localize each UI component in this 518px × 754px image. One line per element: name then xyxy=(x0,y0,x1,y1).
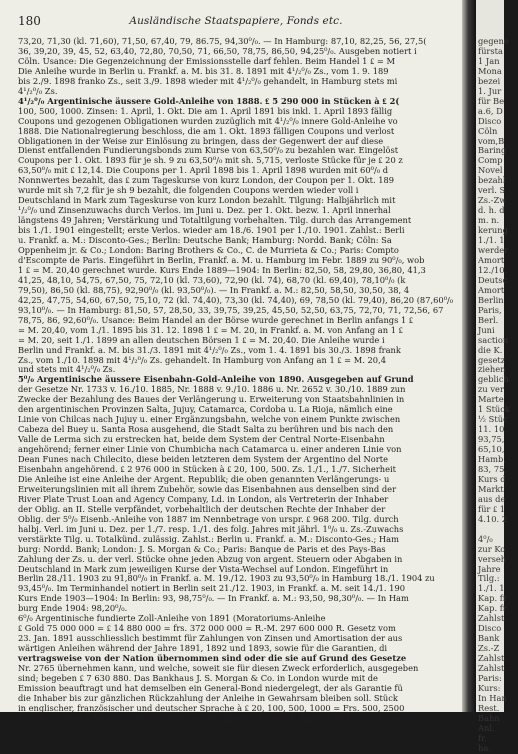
right-text-fragment: Paris, xyxy=(478,304,502,315)
text-line: u. Frankf. a. M.: Disconto-Ges.; Berlin: Deutsche Bank; Hamburg: Nordd. Bank; Cöln: Sa xyxy=(18,235,392,246)
right-text-fragment: Amort xyxy=(478,284,505,295)
text-line: wärtigen Anleihen während der Jahre 1891, 1892 und 1893, sowie für die Garantien, di xyxy=(18,643,388,654)
right-text-fragment: Zahlst. xyxy=(478,653,507,664)
right-text-fragment: Berl. xyxy=(478,314,499,325)
right-text-fragment: aus de xyxy=(478,493,506,504)
text-line: die Inhaber bis zur gänzlichen Rückzahlung der Anleihe in Gewahrsam bleiben soll. Stück xyxy=(18,692,398,703)
right-text-fragment: 4⁰/₀ xyxy=(478,533,493,544)
right-text-fragment: Novel xyxy=(478,165,503,176)
right-text-fragment: Zahlst. xyxy=(478,613,507,624)
right-text-fragment: Jahre xyxy=(478,563,501,574)
text-line: Eisenbahn angehörend. ₤ 2 976 000 in Stücken à ₤ 20, 100, 500. Zs. 1./1., 1./7. Sicherheit xyxy=(18,463,397,474)
text-line: Oblig. der 5⁰/₀ Eisenb.-Anleihe von 1887 im Nennbetrage von urspr. ₤ 968 200. Tilg. durch xyxy=(18,513,399,524)
right-text-fragment: bezei xyxy=(478,75,501,86)
text-line: 6⁰/₀ Argentinische fundierte Zoll-Anleihe von 1891 (Moratoriums-Anleihe xyxy=(18,613,326,624)
text-line: verstärkte Tilg. u. Totalkünd. zulässig. Zahlst.: Berlin u. Frankf. a. M.: Disconto-Ges.; Ham xyxy=(18,533,399,544)
text-line: Berlin 28./11. 1903 zu 91,80⁰/₀ in Frankf. a. M. 19./12. 1903 zu 93,50⁰/₀ in Hamburg 18./1. 1904 zu xyxy=(18,573,435,584)
text-line: 78,75, 86, 92,60⁰/₀. Usance: Beim Handel an der Börse wurde gerechnet in Berlin anfangs 1 ₤ xyxy=(18,314,414,325)
right-text-fragment: Deutsc xyxy=(478,274,508,285)
text-line: 93,10⁰/₀. — In Hamburg: 81,50, 57, 28,50, 33, 39,75, 39,25, 45,50, 52,50, 63,75, 72,70, 71, 72,56, 67 xyxy=(18,304,444,315)
text-line: 63,50⁰/₀ mit ₤ 12,14. Die Coupons per 1. April 1898 bis 1. April 1898 wurden mit 60⁰/₀ d xyxy=(18,165,389,176)
text-line: burg: Nordd. Bank; London: J. S. Morgan & Co.; Paris: Banque de Paris et des Pays-Bas xyxy=(18,543,386,554)
right-text-fragment: Juni xyxy=(478,324,495,335)
right-text-fragment: 1./1. 1 xyxy=(478,235,505,246)
right-text-fragment: Paris: xyxy=(478,673,502,683)
right-text-fragment: Mona xyxy=(478,65,502,76)
page-number: 180 xyxy=(18,14,41,28)
text-line: Cabeza del Buey u. Santa Rosa ausgehend, die Stadt Salta zu berühren und bis nach den xyxy=(18,424,394,435)
right-text-fragment: Kap. fr xyxy=(478,603,507,614)
text-line: Zahlung der Zs. u. der verl. Stücke ohne jeden Abzug von argent. Steuern oder Abgaben in xyxy=(18,553,403,564)
text-line: der Gesetze Nr. 1733 v. 16./10. 1885, Nr. 1888 v. 9./10. 1886 u. Nr. 2652 v. 30./10. 1889 zun xyxy=(18,384,406,395)
right-text-fragment: Rest. xyxy=(478,702,500,713)
text-line: 73,20, 71,30 (kl. 71,60), 71,50, 67,40, 79, 86.75, 94,30⁰/₀. — In Hamburg: 87,10, 82,25, 56, 27,5( xyxy=(18,36,427,46)
text-line: Coupons per 1. Okt. 1893 für je sh. 9 zu 63,50⁰/₀ mit sh. 5,715, verloste Stücke für je ₤ 20 z xyxy=(18,155,403,166)
text-line: Emission beauftragt und hat demselben ein General-Bond niedergelegt, der als Garantie fü xyxy=(18,682,403,693)
right-text-fragment: gesetz xyxy=(478,354,506,365)
text-line: sind; begeben ₤ 7 630 880. Das Bankhaus J. S. Morgan & Co. in London wurde mit de xyxy=(18,673,378,683)
right-text-fragment: Disco xyxy=(478,115,502,126)
right-text-fragment: Tilg.: xyxy=(478,573,500,584)
text-line: ₤ Gold 75 000 000 = ₤ 14 880 000 = frs. 372 000 000 = R.-M. 297 600 000 R. Gesetz vom xyxy=(18,623,396,634)
right-text-fragment: die K. xyxy=(478,344,503,355)
right-text-fragment: 93,75, xyxy=(478,434,505,445)
right-text-fragment: 1 Stück xyxy=(478,404,510,415)
body-text xyxy=(18,37,488,724)
text-line: Zwecke der Bezahlung des Baues der Verlängerung u. Erweiterung von Staatsbahnlinien in xyxy=(18,394,405,405)
right-text-fragment: Bank xyxy=(478,633,500,644)
text-line: Valle de Lerma sich zu erstrecken hat, beide dem System der Central Norte-Eisenbahn xyxy=(18,434,385,445)
text-line: 79,50), 86,50 (kl. 88,75), 92,90⁰/₀ (kl. 93,50⁰/₀). — In Frankf. a. M.: 82,50, 58,50, 30,50, 38, 4 xyxy=(18,284,410,295)
right-text-fragment: Disco xyxy=(478,623,502,634)
text-line: bis 1./1. 1901 eingestellt; erste Verlos. wieder am 18./6. 1901 per 1./10. 1901. Zahlst.: Berli xyxy=(18,225,405,236)
right-text-fragment: 1./1. 1 xyxy=(478,583,505,594)
right-text-fragment: vom,B xyxy=(478,135,505,146)
right-text-fragment: verseh xyxy=(478,553,507,564)
text-line: Cöln. Usance: Die Gegenzeichnung der Emissionsstelle darf fehlen. Beim Handel 1 ₤ = M xyxy=(18,55,395,66)
right-text-fragment: fr. xyxy=(478,732,487,743)
text-line: 36, 39,20, 39, 45, 52, 63,40, 72,80, 70,50, 71, 66,50, 78,75, 86,50, 94,25⁰/₀. Ausgeben notiert i xyxy=(18,45,417,56)
text-line: 23. Jan. 1891 ausschliesslich bestimmt für Zahlungen von Zinsen und Amortisation der aus xyxy=(18,633,403,644)
text-line: angehörend; ferner einer Linie von Chumbicha nach Catamarca u. einer anderen Linie von xyxy=(18,444,402,455)
right-text-fragment: ha. xyxy=(478,742,491,753)
right-text-fragment: 1 Jan xyxy=(478,55,500,66)
right-text-fragment: Marte xyxy=(478,394,504,405)
text-line: Dean Funes nach Chilecito, diese beiden letzteren dem System der Argentino del Norte xyxy=(18,454,388,465)
text-line: in englischer, französischer und deutscher Sprache à ₤ 20, 100, 500, 1000 = Frs. 500, 2500 xyxy=(18,702,405,713)
text-line: 4¹/₂⁰/₀ Zs. xyxy=(18,85,58,96)
text-line: Zs., vom 1./10. 1898 mit 4¹/₂⁰/₀ Zs. gehandelt. In Hamburg von Anfang an 1 ₤ = M. 20,4 xyxy=(18,354,387,365)
right-text-fragment: Cöln xyxy=(478,125,498,136)
right-text-fragment: 1. Jur xyxy=(478,85,502,96)
text-line: Die Anleihe wurde in Berlin u. Frankf. a. M. bis 31. 8. 1891 mit 4¹/₂⁰/₀ Zs., vom 1. 9. 189 xyxy=(18,65,389,76)
right-text-fragment: In Han xyxy=(478,692,507,703)
right-text-fragment: verl. S xyxy=(478,185,506,196)
text-line: Deutschland in Mark zum jeweiligen Kurse der Vista-Wechsel auf London. Eingeführt in xyxy=(18,563,389,574)
section-heading-line: 4¹/₂⁰/₀ Argentinische äussere Gold-Anleihe von 1888. ₤ 5 290 000 in Stücken à ₤ 2( xyxy=(18,95,400,106)
text-line: wurde mit sh 7,2 für je sh 9 bezahlt, die folgenden Coupons werden wieder voll i xyxy=(18,185,359,196)
text-line: halbj. Verl. im Juni u. Dez. per 1./7. resp. 1./1. des folg. Jahres mit jährl. 1⁰/₀ u. Zs.-Zuwachs xyxy=(18,523,404,534)
text-line: der Oblig. an II. Stelle verpfändet, vorbehaltlich der deutschen Rechte der Inhaber der xyxy=(18,503,386,514)
text-line: Berlin und Frankf. a. M. bis 31./3. 1891 mit 4¹/₂⁰/₀ Zs., vom 1. 4. 1891 bis 30./3. 1898 frank xyxy=(18,344,401,355)
right-text-fragment: Amort xyxy=(478,254,505,265)
right-text-fragment: fürsta xyxy=(478,45,503,56)
right-text-fragment: kerung xyxy=(478,225,508,236)
right-text-fragment: Berlin xyxy=(478,294,504,305)
right-page-text-fragments xyxy=(478,37,518,754)
text-line: 93,45⁰/₀. Im Terminhandel notiert in Berlin seit 21./12. 1903, in Frankf. a. M. seit 14./1. 190 xyxy=(18,583,405,594)
text-line: Erweiterungslinien mit all ihrem Zubehör, sowie das Eisenbahnen aus denselben sind der xyxy=(18,483,397,494)
text-line: burg Ende 1904: 98,20⁰/₀. xyxy=(18,603,128,614)
text-line: und stets mit 4¹/₂⁰/₀ Zs. xyxy=(18,364,116,375)
right-text-fragment: Kurs d xyxy=(478,473,506,484)
text-line: Oppenheim jr. & Co.; London: Baring Brothers & Co., C. de Murrieta & Co.; Paris: Compto xyxy=(18,245,399,256)
right-text-fragment: bezahl xyxy=(478,175,506,186)
right-text-fragment: ziehen xyxy=(478,364,506,375)
right-text-fragment: Kurs: xyxy=(478,682,501,693)
text-line: Nonnwertes bezahlt, das ₤ zum Tageskurse von kurz London, der Coupon per 1. Okt. 189 xyxy=(18,175,395,186)
section-heading-line: 5⁰/₀ Argentinische äussere Eisenbahn-Gold-Anleihe von 1890. Ausgegeben auf Grund xyxy=(18,374,414,385)
text-line: Deutschland in Mark zum Tageskurse von kurz London bezahlt. Tilgung: Halbjährlich mit xyxy=(18,195,396,206)
right-text-fragment: Markt xyxy=(478,483,504,494)
right-text-fragment: saction xyxy=(478,334,509,345)
right-text-fragment: m. n. xyxy=(478,215,500,226)
text-line: Dienst entfallenden Fundierungsbonds zum Kurse von 63,50⁰/₀ zu bezahlen war. Eingelöst xyxy=(18,145,399,156)
right-text-fragment: d. h. d xyxy=(478,205,505,216)
text-line: längstens 49 Jahren; Verstärkung und Totaltilgung vorbehalten. Tilg. durch das Arrangement xyxy=(18,215,412,226)
right-text-fragment: zu ver xyxy=(478,384,504,395)
right-book-page-edge xyxy=(476,0,510,753)
text-line: = M. 20, seit 1./1. 1899 an allen deutschen Börsen 1 ₤ = M. 20,40. Die Anleihe wurde i xyxy=(18,334,385,345)
text-line: = M. 20,40, vom 1./1. 1895 bis 31. 12. 1898 1 ₤ = M. 20, in Frankf. a. M. von Anfang an 1 ₤ xyxy=(18,324,403,335)
book-gutter xyxy=(462,0,476,712)
text-line: 1888. Die Nationalregierung beschloss, die am 1. Okt. 1893 fälligen Coupons und verlost xyxy=(18,125,395,136)
text-line: ¹/₂⁰/₀ und Zinsenzuwachs durch Verlos. im Juni u. Dez. per 1. Okt. bezw. 1. April innerhal xyxy=(18,205,391,216)
text-line: River Plate Trust Loan and Agency Company, Ld. in London, als Vertreterin der Inhaber xyxy=(18,493,389,504)
right-text-fragment: Bahn xyxy=(478,712,500,723)
right-text-fragment: ½ Stüc xyxy=(478,414,508,425)
right-text-fragment: Zs.-Zw xyxy=(478,195,507,206)
right-text-fragment: gegene xyxy=(478,36,509,46)
right-text-fragment: Baring xyxy=(478,145,507,156)
text-line: Linie von Chilcas nach Jujuy u. einer Ergänzungsbahn, welche von einem Punkte zwischen xyxy=(18,414,401,425)
section-heading-line: vertragsweise von der Nation übernommen sind oder die sie auf Grund des Gesetze xyxy=(18,653,407,664)
text-line: 1 ₤ = M. 20,40 gerechnet wurde. Kurs Ende 1889—1904: In Berlin: 82,50, 58, 29,80, 36,80, 41,3 xyxy=(18,264,426,275)
text-line: 41,25, 48,10, 54,75, 67,50, 75, 72,10 (kl. 73,60), 72,90 (kl. 74), 68,70 (kl. 69,40), 78,10⁰/₀ (k xyxy=(18,274,406,285)
text-line: Nr. 2765 übernehmen kann, und welche, soweit sie für diesen Zweck erforderlich, ausgegeben xyxy=(18,663,419,674)
text-line: den argentinischen Provinzen Salta, Jujuy, Catamarca, Cordoba u. La Rioja, nämlich eine xyxy=(18,404,393,415)
right-text-fragment: Anl. xyxy=(478,722,495,733)
text-line: 42,25, 47,75, 54,60, 67,50, 75,10, 72 (kl. 74,40), 73,30 (kl. 74,40), 69, 78,50 (kl. 79,40), 86,20 (87,60⁰/₀ xyxy=(18,294,454,305)
right-text-fragment: Kap. fr xyxy=(478,593,507,604)
right-text-fragment: 11. 10. xyxy=(478,424,508,435)
right-text-fragment: für Be xyxy=(478,95,505,106)
text-line: bis 2./9. 1898 franko Zs., seit 3./9. 1898 wieder mit 4¹/₂⁰/₀ gehandelt, in Hamburg stets mi xyxy=(18,75,398,86)
page-header xyxy=(18,14,454,28)
text-line: Die Anleihe ist eine Anleihe der Argent. Republik; die oben genannten Verlängerungs- u xyxy=(18,473,390,484)
text-line: Kurs Ende 1903—1904: In Berlin: 93, 98,75⁰/₀. — In Frankf. a. M.: 93,50, 98,30⁰/₀. — In Ham xyxy=(18,593,409,604)
right-text-fragment: a.6, D xyxy=(478,105,503,116)
text-line: Obligationen in der Weise zur Einlösung zu bringen, dass der Gegenwert der auf diese xyxy=(18,135,384,146)
right-text-fragment: 65,10, xyxy=(478,444,505,455)
text-line: 100, 500, 1000. Zinsen: 1. April, 1. Okt. Die am 1. April 1891 bis inkl. 1. April 1893 fällig xyxy=(18,105,393,116)
right-text-fragment: geblich xyxy=(478,374,509,385)
right-text-fragment: zur Ko xyxy=(478,543,506,554)
text-line: 12 500, 25 000 = M. 400, 2000, 10 000, 20 000. Zinsen: 1. Jan., 1. April, 1. Juli, 1. Okt. Ge xyxy=(18,712,398,723)
text-line: Coupons und gezogenen Obligationen wurden zuzüglich mit 4¹/₂⁰/₀ innere Gold-Anleihe vo xyxy=(18,115,398,126)
running-title: Ausländische Staatspapiere, Fonds etc. xyxy=(129,15,343,27)
right-text-fragment: Hamb. xyxy=(478,454,506,465)
right-text-fragment: Zahlst. xyxy=(478,663,507,674)
right-text-fragment: 83, 75, xyxy=(478,463,508,474)
text-line: d'Escompte de Paris. Eingeführt in Berlin, Frankf. a. M. u. Hamburg im Febr. 1889 zu 90⁰/₀, wob xyxy=(18,254,425,265)
right-text-fragment: Comp xyxy=(478,155,503,166)
right-text-fragment: 4.10. 2 xyxy=(478,513,508,524)
right-text-fragment: für ₤ 1 xyxy=(478,503,506,514)
right-text-fragment: werder xyxy=(478,245,509,256)
right-text-fragment: Zs.-Z xyxy=(478,643,500,654)
right-text-fragment: 12./10. xyxy=(478,264,508,275)
